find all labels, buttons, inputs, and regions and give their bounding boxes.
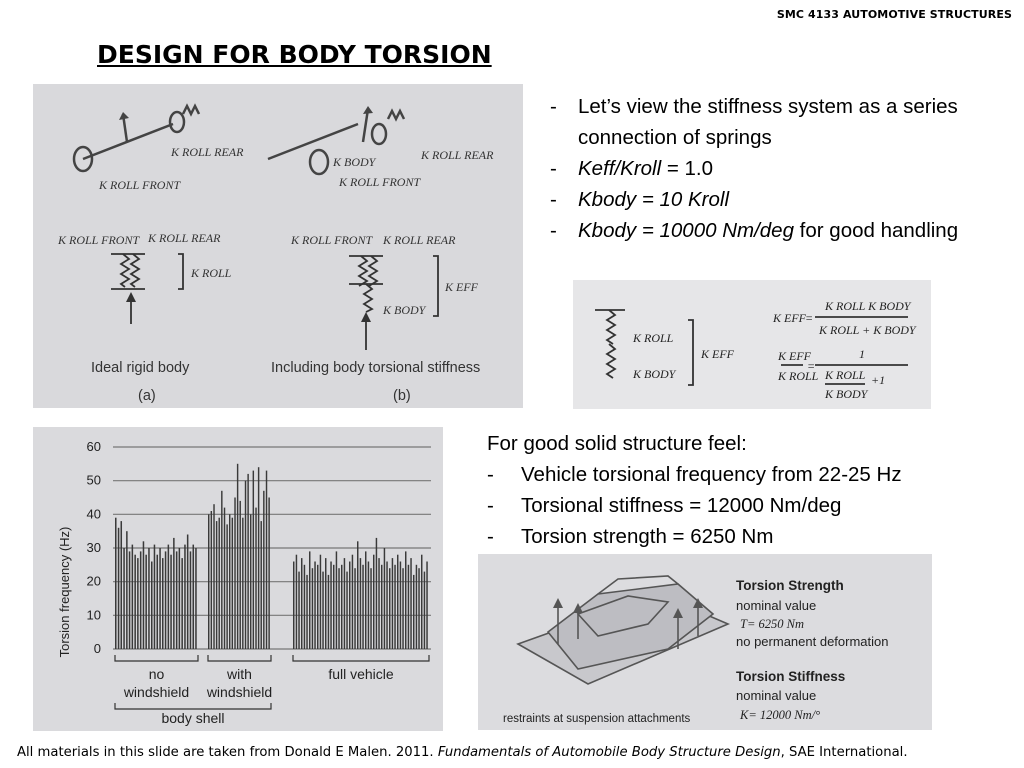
chart-bar — [173, 538, 175, 649]
bullet-italic: Keff/Kroll — [578, 157, 662, 180]
chart-bar — [293, 562, 294, 650]
chart-bar — [195, 548, 197, 649]
chart-bar — [245, 481, 246, 649]
chart-bar — [296, 555, 297, 649]
label-k-roll-front-b2: K ROLL FRONT — [291, 233, 373, 247]
formula-k-eff: K EFF — [701, 347, 734, 361]
structure-feel-list — [487, 428, 902, 552]
label-k-body-b: K BODY — [333, 155, 376, 169]
chart-body-shell-bracket — [115, 703, 271, 709]
caption-a: (a) — [138, 388, 156, 404]
chart-bar — [137, 558, 139, 649]
label-k-roll-front-a: K ROLL FRONT — [99, 178, 181, 192]
chart-bar — [336, 551, 337, 649]
label-k-roll-front-a2: K ROLL FRONT — [58, 233, 140, 247]
chart-bar — [365, 551, 366, 649]
chart-bar — [132, 545, 134, 649]
chart-bar — [268, 498, 269, 650]
chart-bar — [304, 565, 305, 649]
chart-bar — [240, 501, 241, 649]
chart-bar — [159, 548, 161, 649]
chart-bar — [187, 535, 189, 650]
torsion-stiffness-title: Torsion Stiffness — [736, 669, 846, 684]
torsion-stiffness-nominal: nominal value — [736, 688, 817, 703]
bullet-list — [550, 91, 1010, 246]
formula-k-roll: K ROLL — [633, 331, 674, 345]
label-k-roll-rear-b2: K ROLL REAR — [383, 233, 456, 247]
car-torsion-figure — [478, 554, 932, 730]
chart-bar — [413, 575, 414, 649]
chart-bar — [258, 467, 259, 649]
chart-bar — [145, 555, 147, 649]
chart-bar — [168, 545, 170, 649]
chart-bar — [115, 518, 117, 649]
bullet-item: - Kbody = 10 Kroll — [550, 188, 729, 211]
bullet-rest: for good handling — [793, 219, 959, 242]
caption-b: (b) — [393, 388, 411, 404]
chart-bar — [405, 551, 406, 649]
chart-bar — [357, 541, 358, 649]
chart-bar — [151, 562, 153, 650]
chart-bar — [261, 521, 262, 649]
chart-bar — [402, 568, 403, 649]
chart-bar — [426, 562, 427, 650]
chart-bar — [234, 498, 235, 650]
chart-bar — [338, 568, 339, 649]
chart-bar — [408, 565, 409, 649]
bullet-rest: = 1.0 — [661, 157, 714, 180]
chart-y-tick-label: 10 — [86, 607, 101, 623]
feel-item: - Torsional stiffness = 12000 Nm/deg — [487, 494, 842, 517]
formula-eq2-plus: +1 — [871, 373, 886, 387]
label-k-body-b2: K BODY — [383, 303, 426, 317]
chart-bar — [424, 572, 425, 649]
bullet-text: Let’s view the stiffness system as a series connection of springs — [578, 95, 958, 149]
label-k-roll-rear-a2: K ROLL REAR — [148, 231, 221, 245]
caption-including-body-torsion: Including body torsional stiffness — [271, 360, 481, 376]
chart-bar — [237, 464, 238, 649]
chart-bar — [208, 514, 209, 649]
chart-bar — [250, 514, 251, 649]
chart-bar — [421, 555, 422, 649]
chart-bar — [148, 548, 150, 649]
chart-bar — [263, 491, 264, 649]
spring-system-diagram — [33, 84, 523, 408]
spring-system-figure — [33, 84, 523, 408]
formula-k-body: K BODY — [633, 367, 676, 381]
chart-bar — [397, 555, 398, 649]
chart-bar — [312, 568, 313, 649]
chart-bar — [232, 518, 233, 649]
label-k-roll-rear-b: K ROLL REAR — [421, 148, 494, 162]
chart-bar — [349, 562, 350, 650]
chart-bar — [301, 558, 302, 649]
chart-group-label: with — [227, 666, 252, 682]
bullet-item: - Let’s view the stiffness system as a series connection of springs — [550, 91, 1010, 153]
slide-title: DESIGN FOR BODY TORSION — [97, 40, 492, 69]
label-k-roll-front-b: K ROLL FRONT — [339, 175, 421, 189]
chart-bar — [126, 531, 128, 649]
chart-bar — [184, 545, 186, 649]
bullet-italic: Kbody = 10000 Nm/deg — [578, 219, 794, 242]
footer-suffix: , SAE International. — [780, 745, 908, 760]
chart-bar — [123, 548, 125, 649]
torsion-strength-title: Torsion Strength — [736, 578, 844, 593]
chart-bar — [247, 474, 248, 649]
chart-group-bracket — [293, 655, 429, 661]
chart-bar — [216, 521, 217, 649]
chart-bar — [176, 551, 178, 649]
chart-bar — [322, 572, 323, 649]
chart-bar — [368, 562, 369, 650]
svg-text:=: = — [805, 311, 814, 325]
chart-bar — [320, 555, 321, 649]
chart-bar — [253, 471, 254, 649]
chart-bar — [193, 545, 195, 649]
chart-bar — [298, 572, 299, 649]
chart-bar — [314, 562, 315, 650]
chart-bar — [378, 558, 379, 649]
chart-bar — [129, 551, 131, 649]
chart-bar — [370, 568, 371, 649]
formula-eq2-num: 1 — [859, 347, 865, 361]
chart-group-label: windshield — [123, 684, 190, 700]
chart-svg — [33, 427, 443, 731]
chart-bar — [211, 511, 212, 649]
chart-bar — [384, 548, 385, 649]
chart-bar — [162, 558, 164, 649]
bullet-italic: Kbody = 10 Kroll — [578, 188, 729, 211]
chart-bar — [344, 558, 345, 649]
feel-heading: For good solid structure feel: — [487, 432, 747, 455]
chart-bar — [219, 518, 220, 649]
chart-bar — [179, 548, 181, 649]
chart-bar — [154, 545, 156, 649]
feel-item: - Torsion strength = 6250 Nm — [487, 525, 774, 548]
chart-group-bracket — [208, 655, 271, 661]
caption-ideal-rigid-body: Ideal rigid body — [91, 360, 190, 376]
label-k-eff-b: K EFF — [445, 280, 478, 294]
footer-book-title: Fundamentals of Automobile Body Structure Design — [437, 745, 781, 760]
torsion-strength-value: T= 6250 Nm — [740, 617, 805, 631]
formula-eq2-lhs-num: K EFF — [778, 349, 811, 363]
chart-bar — [181, 558, 183, 649]
chart-bar — [309, 551, 310, 649]
restraints-caption: restraints at suspension attachments — [503, 713, 691, 725]
bullet-item: - Keff/Kroll = 1.0 — [550, 157, 714, 180]
chart-bar — [386, 562, 387, 650]
formula-figure — [573, 280, 931, 409]
chart-bar — [266, 471, 267, 649]
chart-bar — [325, 558, 326, 649]
chart-group-bracket — [115, 655, 198, 661]
chart-bar — [213, 504, 214, 649]
torsion-strength-nominal: nominal value — [736, 598, 817, 613]
chart-bar — [328, 575, 329, 649]
label-k-roll-a: K ROLL — [191, 266, 232, 280]
chart-bar — [392, 558, 393, 649]
chart-y-tick-label: 50 — [86, 472, 101, 488]
source-footer — [17, 745, 908, 760]
svg-text:=: = — [807, 359, 816, 373]
chart-bar — [346, 572, 347, 649]
torsion-stiffness-value: K= 12000 Nm/° — [740, 708, 821, 722]
chart-bar — [165, 551, 167, 649]
chart-bar — [376, 538, 377, 649]
chart-bar — [157, 555, 159, 649]
chart-bar — [362, 565, 363, 649]
formula-eq2-lhs-den: K ROLL — [778, 369, 819, 383]
chart-y-tick-label: 40 — [86, 506, 101, 522]
chart-bar — [352, 555, 353, 649]
chart-bar — [226, 524, 227, 649]
chart-bar — [400, 562, 401, 650]
formula-eq2-den-bot: K BODY — [825, 387, 868, 401]
chart-y-tick-label: 0 — [93, 641, 101, 656]
chart-bar — [224, 508, 225, 649]
bullet-item: - Kbody = 10000 Nm/deg for good handling — [550, 219, 959, 242]
chart-bar — [418, 568, 419, 649]
chart-bar — [330, 562, 331, 650]
formula-eq1-lhs: K EFF — [773, 311, 806, 325]
formula-diagram — [573, 280, 931, 409]
chart-group-label: no — [148, 666, 165, 682]
chart-bar — [143, 541, 145, 649]
torsion-frequency-chart — [33, 427, 443, 731]
chart-bar — [242, 518, 243, 649]
feel-item: - Vehicle torsional frequency from 22-25 Hz — [487, 463, 902, 486]
chart-bar — [317, 565, 318, 649]
chart-bar — [416, 565, 417, 649]
chart-bar — [229, 514, 230, 649]
chart-bar — [190, 551, 192, 649]
chart-bar — [121, 521, 123, 649]
chart-bar — [333, 565, 334, 649]
car-torsion-diagram — [478, 554, 932, 730]
chart-y-tick-label: 20 — [86, 573, 101, 589]
chart-bar — [389, 568, 390, 649]
chart-bar — [255, 508, 256, 649]
chart-bar — [373, 555, 374, 649]
chart-y-tick-label: 30 — [86, 540, 101, 555]
torsion-strength-note: no permanent deformation — [736, 634, 889, 649]
chart-bar — [221, 491, 222, 649]
chart-bar — [118, 528, 120, 649]
chart-y-axis-label: Torsion frequency (Hz) — [57, 526, 72, 658]
formula-eq2-den-top: K ROLL — [825, 368, 866, 382]
chart-group-label: full vehicle — [328, 666, 394, 682]
chart-bar — [381, 565, 382, 649]
course-title: SMC 4133 AUTOMOTIVE STRUCTURES — [776, 8, 1012, 21]
chart-bar — [140, 551, 142, 649]
chart-bar — [134, 555, 136, 649]
chart-bar — [341, 565, 342, 649]
formula-eq1-den: K ROLL + K BODY — [819, 323, 916, 337]
chart-bar — [410, 558, 411, 649]
formula-eq1-num: K ROLL K BODY — [825, 299, 911, 313]
chart-bar — [394, 565, 395, 649]
footer-prefix: All materials in this slide are taken from Donald E Malen. 2011. — [17, 745, 438, 760]
chart-y-tick-label: 60 — [86, 439, 101, 454]
chart-group-label: windshield — [206, 684, 273, 700]
label-k-roll-rear-a: K ROLL REAR — [171, 145, 244, 159]
chart-bar — [354, 568, 355, 649]
chart-body-shell-label: body shell — [161, 710, 225, 726]
chart-bar — [306, 575, 307, 649]
chart-bar — [360, 558, 361, 649]
chart-bar — [170, 555, 172, 649]
